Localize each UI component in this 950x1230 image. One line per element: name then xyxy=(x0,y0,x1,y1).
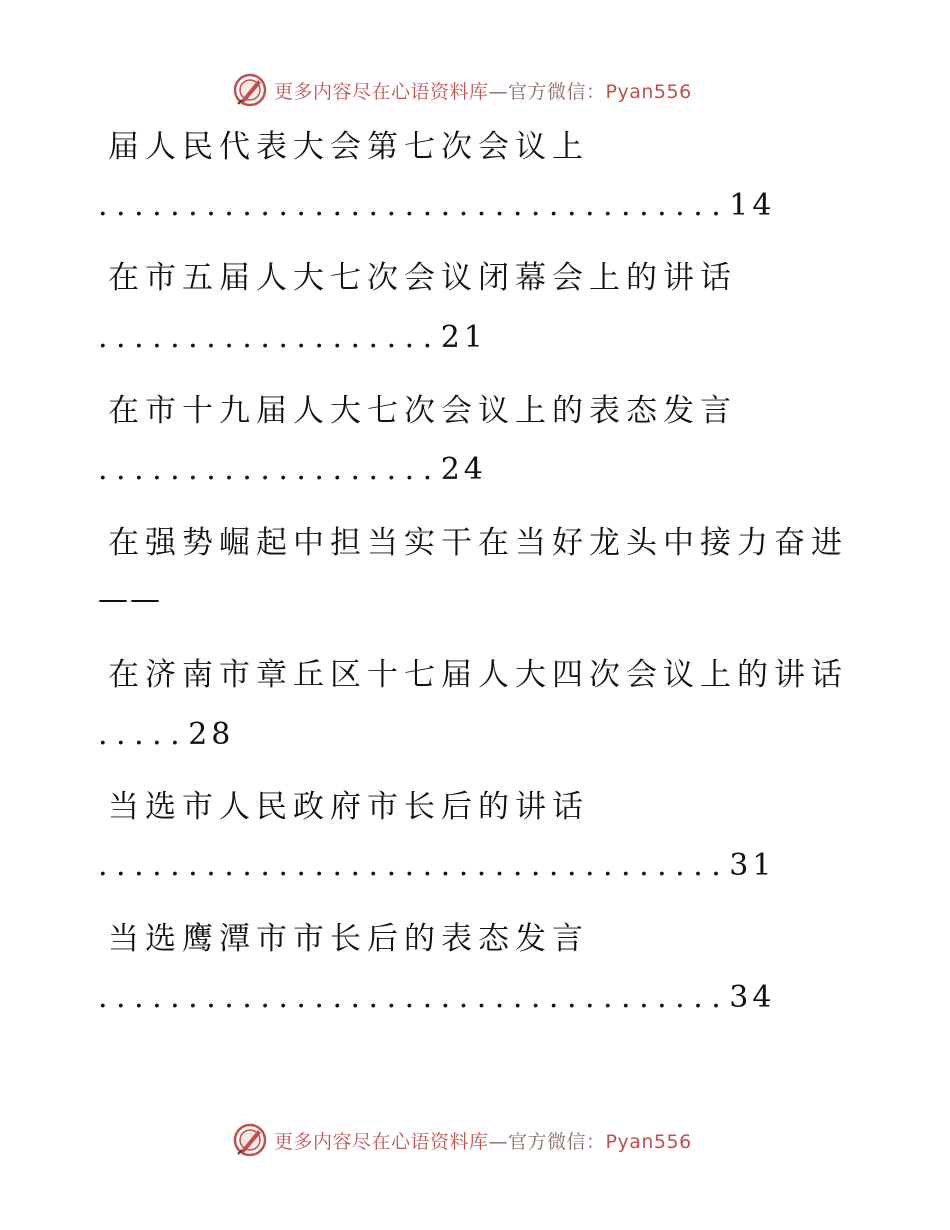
toc-page-number: 21 xyxy=(440,320,487,355)
toc-entry-leader xyxy=(98,450,487,490)
toc-page-number: 34 xyxy=(729,980,776,1015)
toc-entry-title: 在市十九届人大七次会议上的表态发言 xyxy=(108,393,737,429)
toc-entry-title: 在济南市章丘区十七届人大四次会议上的讲话 xyxy=(108,657,848,693)
toc-entry-leader xyxy=(98,715,234,755)
toc-dot-leader: ................... xyxy=(98,320,441,355)
watermark-separator: — xyxy=(488,80,509,103)
watermark-text xyxy=(274,1127,692,1154)
toc-entry-title: 届人民代表大会第七次会议上 xyxy=(108,129,589,165)
watermark-wechat-label: 官方微信： xyxy=(508,1130,606,1153)
toc-page-number: 31 xyxy=(729,848,776,883)
toc-page-number: 14 xyxy=(729,188,776,223)
watermark-main-text: 更多内容尽在心语资料库 xyxy=(274,80,489,103)
toc-entry-dash: —— xyxy=(98,582,162,617)
toc-entry-title: 在强势崛起中担当实干在当好龙头中接力奋进 xyxy=(108,525,848,561)
toc-dot-leader: ................... xyxy=(98,452,441,487)
toc-entry-title: 在市五届人大七次会议闭幕会上的讲话 xyxy=(108,260,737,296)
watermark-wechat-id: Pyan556 xyxy=(605,1130,692,1153)
toc-dot-leader: ................................... xyxy=(98,188,730,223)
watermark-wechat-label: 官方微信： xyxy=(508,80,606,103)
watermark-footer xyxy=(232,1122,692,1158)
toc-entry-leader xyxy=(98,318,487,358)
toc-dot-leader: ..... xyxy=(98,717,189,752)
toc-entry-title: 当选市人民政府市长后的讲话 xyxy=(108,789,589,825)
quill-seal-icon xyxy=(232,1122,268,1158)
toc-page-number: 24 xyxy=(440,452,487,487)
watermark-separator: — xyxy=(488,1130,509,1153)
toc-entry-leader xyxy=(98,846,775,886)
toc-page-number: 28 xyxy=(188,717,235,752)
toc-dot-leader: ................................... xyxy=(98,980,730,1015)
toc-entry-leader xyxy=(98,978,775,1018)
watermark-main-text: 更多内容尽在心语资料库 xyxy=(274,1130,489,1153)
toc-entry-leader xyxy=(98,186,775,226)
toc-dot-leader: ................................... xyxy=(98,848,730,883)
toc-entry-title: 当选鹰潭市市长后的表态发言 xyxy=(108,921,589,957)
watermark-wechat-id: Pyan556 xyxy=(605,80,692,103)
